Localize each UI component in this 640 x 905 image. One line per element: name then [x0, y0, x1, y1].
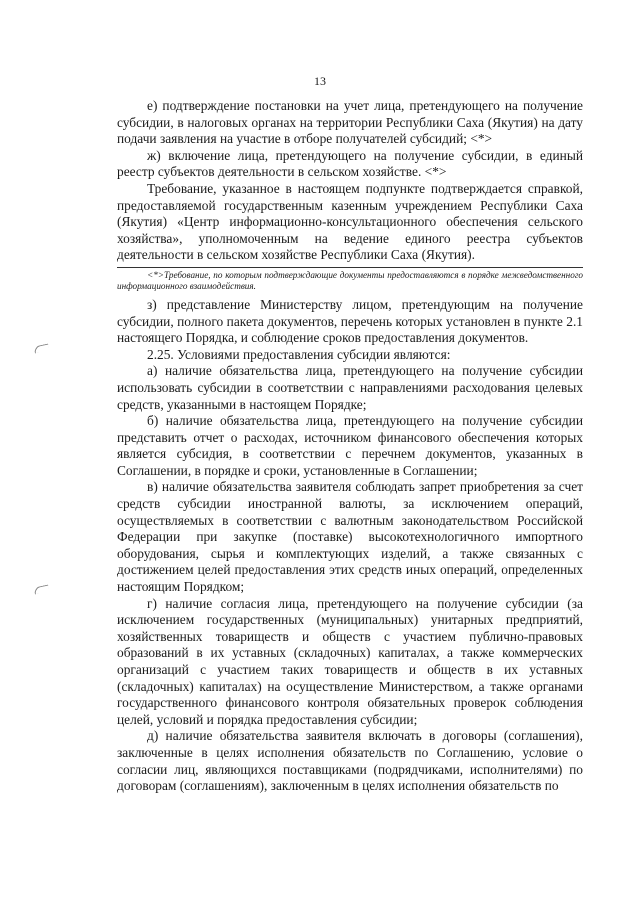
page-number: 13 [314, 74, 326, 88]
footnote: <*>Требование, по которым подтверждающие документы предоставляются в порядке межведомственного информационного взаимодействия. [117, 269, 583, 292]
paragraph-item-e: е) подтверждение постановки на учет лица, претендующего на получение субсидии, в налоговых органах на территории Республики Саха (Якутия) на дату подачи заявления на участие в отборе получателей субсидий; <*> [117, 98, 583, 147]
paragraph-requirement: Требование, указанное в настоящем подпункте подтверждается справкой, предоставляемой государственным казенным учреждением Республики Саха (Якутия) «Центр информационно-консультационного обеспечения сельского хозяйства», уполномоченным на ведение единого реестра субъектов деятельности в сельском хозяйстве Республики Саха (Якутия). [117, 180, 583, 263]
section-heading-2-25: 2.25. Условиями предоставления субсидии являются: [147, 346, 451, 362]
paragraph-item-a: а) наличие обязательства лица, претендующего на получение субсидии использовать субсидии в соответствии с направлениями расходования целевых средств, указанными в настоящем Порядке; [117, 363, 583, 412]
paragraph-item-z: з) представление Министерству лицом, претендующим на получение субсидии, полного пакета документов, перечень которых установлен в пункте 2.1 настоящего Порядка, и соблюдение сроков предоставления документов. [117, 296, 583, 346]
paragraph-item-g: г) наличие согласия лица, претендующего на получение субсидии (за исключением государственных (муниципальных) унитарных предприятий, хозяйственных товариществ и обществ с участием публично-правовых образований в их уставных (складочных) капиталах, а также коммерческих организаций с участием таких товариществ и обществ в их уставных (складочных) капиталах) на осуществление Министерством, а также органами государственного финансового контроля обязательных проверок соблюдения целей, условий и порядка предоставления субсидии; [117, 595, 583, 727]
footnote-divider [117, 267, 583, 268]
paragraph-item-zh: ж) включение лица, претендующего на получение субсидии, в единый реестр субъектов деятельности в сельском хозяйстве. <*> [117, 147, 583, 180]
document-body [117, 98, 583, 795]
paragraph-item-v: в) наличие обязательства заявителя соблюдать запрет приобретения за счет средств субсидии иностранной валюты, за исключением операций, осуществляемых в соответствии с валютным законодательством Российской Федерации при закупке (поставке) высокотехнологичного импортного оборудования, сырья и комплектующих изделий, а также связанных с достижением целей предоставления этих средств иных операций, определенных настоящим Порядком; [117, 479, 583, 595]
paragraph-item-d: д) наличие обязательства заявителя включать в договоры (соглашения), заключенные в целях исполнения обязательств по Соглашению, условие о согласии лиц, являющихся поставщиками (подрядчиками, исполнителями) по договорам (соглашениям), заключенным в целях исполнения обязательств по [117, 728, 583, 794]
punch-hole-mark-top [33, 344, 49, 354]
punch-hole-mark-bottom [33, 585, 49, 595]
paragraph-item-b: б) наличие обязательства лица, претендующего на получение субсидии представить отчет о расходах, источником финансового обеспечения которых является субсидия, в соответствии с перечнем документов, указанных в Соглашении, в порядке и сроки, установленные в Соглашении; [117, 413, 583, 478]
